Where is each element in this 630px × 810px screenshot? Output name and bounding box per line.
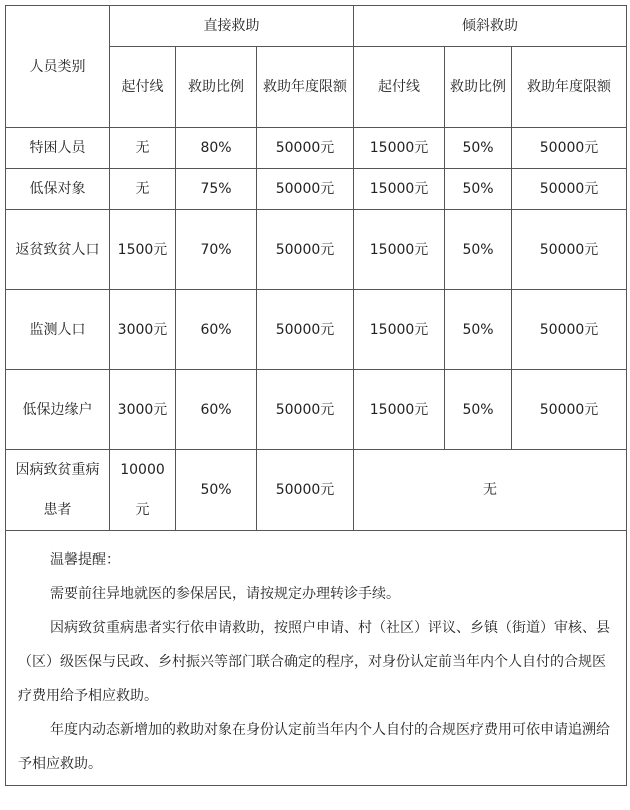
- row-category: 监测人口: [6, 290, 110, 370]
- header-direct-limit: 救助年度限额: [257, 47, 354, 128]
- notes-row: [6, 531, 627, 786]
- direct-limit-cell: 50000元: [257, 128, 354, 169]
- table-row: [6, 370, 627, 450]
- assistance-policy-table: [5, 5, 627, 786]
- inclined-ratio-cell: 50%: [445, 210, 512, 290]
- notes-paragraph: 年度内动态新增加的救助对象在身份认定前当年内个人自付的合规医疗费用可依申请追溯给予相应救助。: [18, 722, 610, 772]
- direct-limit-cell: 50000元: [257, 290, 354, 370]
- notes-title: 温馨提醒：: [50, 552, 120, 568]
- direct-ratio-cell: 75%: [176, 169, 257, 210]
- inclined-none-cell: 无: [354, 450, 627, 531]
- direct-limit-cell: 50000元: [257, 210, 354, 290]
- inclined-ratio-cell: 50%: [445, 128, 512, 169]
- row-category: 特困人员: [6, 128, 110, 169]
- header-inclined-threshold: 起付线: [354, 47, 445, 128]
- table-row: [6, 128, 627, 169]
- inclined-limit-cell: 50000元: [512, 169, 627, 210]
- table-row: [6, 450, 627, 531]
- inclined-threshold-cell: 15000元: [354, 128, 445, 169]
- header-direct-ratio: 救助比例: [176, 47, 257, 128]
- inclined-ratio-cell: 50%: [445, 370, 512, 450]
- direct-threshold-cell: 无: [110, 169, 176, 210]
- inclined-threshold-cell: 15000元: [354, 210, 445, 290]
- direct-threshold-cell: 无: [110, 128, 176, 169]
- row-category: 低保边缘户: [6, 370, 110, 450]
- direct-threshold-cell: 10000元: [110, 450, 176, 531]
- direct-ratio-cell: 80%: [176, 128, 257, 169]
- row-category: 因病致贫重病患者: [6, 450, 110, 531]
- table-row: [6, 290, 627, 370]
- row-category: 低保对象: [6, 169, 110, 210]
- header-inclined-ratio: 救助比例: [445, 47, 512, 128]
- direct-limit-cell: 50000元: [257, 450, 354, 531]
- inclined-limit-cell: 50000元: [512, 210, 627, 290]
- inclined-limit-cell: 50000元: [512, 290, 627, 370]
- inclined-ratio-cell: 50%: [445, 169, 512, 210]
- direct-ratio-cell: 70%: [176, 210, 257, 290]
- inclined-threshold-cell: 15000元: [354, 370, 445, 450]
- table-row: [6, 210, 627, 290]
- inclined-limit-cell: 50000元: [512, 370, 627, 450]
- inclined-limit-cell: 50000元: [512, 128, 627, 169]
- direct-threshold-cell: 3000元: [110, 370, 176, 450]
- notes-paragraph: 需要前往异地就医的参保居民，请按规定办理转诊手续。: [50, 586, 400, 602]
- header-inclined-assistance: 倾斜救助: [354, 6, 627, 47]
- header-inclined-limit: 救助年度限额: [512, 47, 627, 128]
- inclined-ratio-cell: 50%: [445, 290, 512, 370]
- direct-threshold-cell: 3000元: [110, 290, 176, 370]
- table-row: [6, 169, 627, 210]
- header-direct-threshold: 起付线: [110, 47, 176, 128]
- direct-ratio-cell: 60%: [176, 370, 257, 450]
- direct-ratio-cell: 50%: [176, 450, 257, 531]
- header-direct-assistance: 直接救助: [110, 6, 354, 47]
- notes-cell: [6, 531, 627, 786]
- inclined-threshold-cell: 15000元: [354, 290, 445, 370]
- inclined-threshold-cell: 15000元: [354, 169, 445, 210]
- direct-threshold-cell: 1500元: [110, 210, 176, 290]
- header-category: 人员类别: [6, 6, 110, 128]
- notes-paragraph: 因病致贫重病患者实行依申请救助，按照户申请、村（社区）评议、乡镇（街道）审核、县（区）级医保与民政、乡村振兴等部门联合确定的程序，对身份认定前当年内个人自付的合规医疗费用给予相应救助。: [18, 620, 610, 704]
- header-row-1: [6, 6, 627, 47]
- direct-limit-cell: 50000元: [257, 370, 354, 450]
- row-category: 返贫致贫人口: [6, 210, 110, 290]
- direct-ratio-cell: 60%: [176, 290, 257, 370]
- direct-limit-cell: 50000元: [257, 169, 354, 210]
